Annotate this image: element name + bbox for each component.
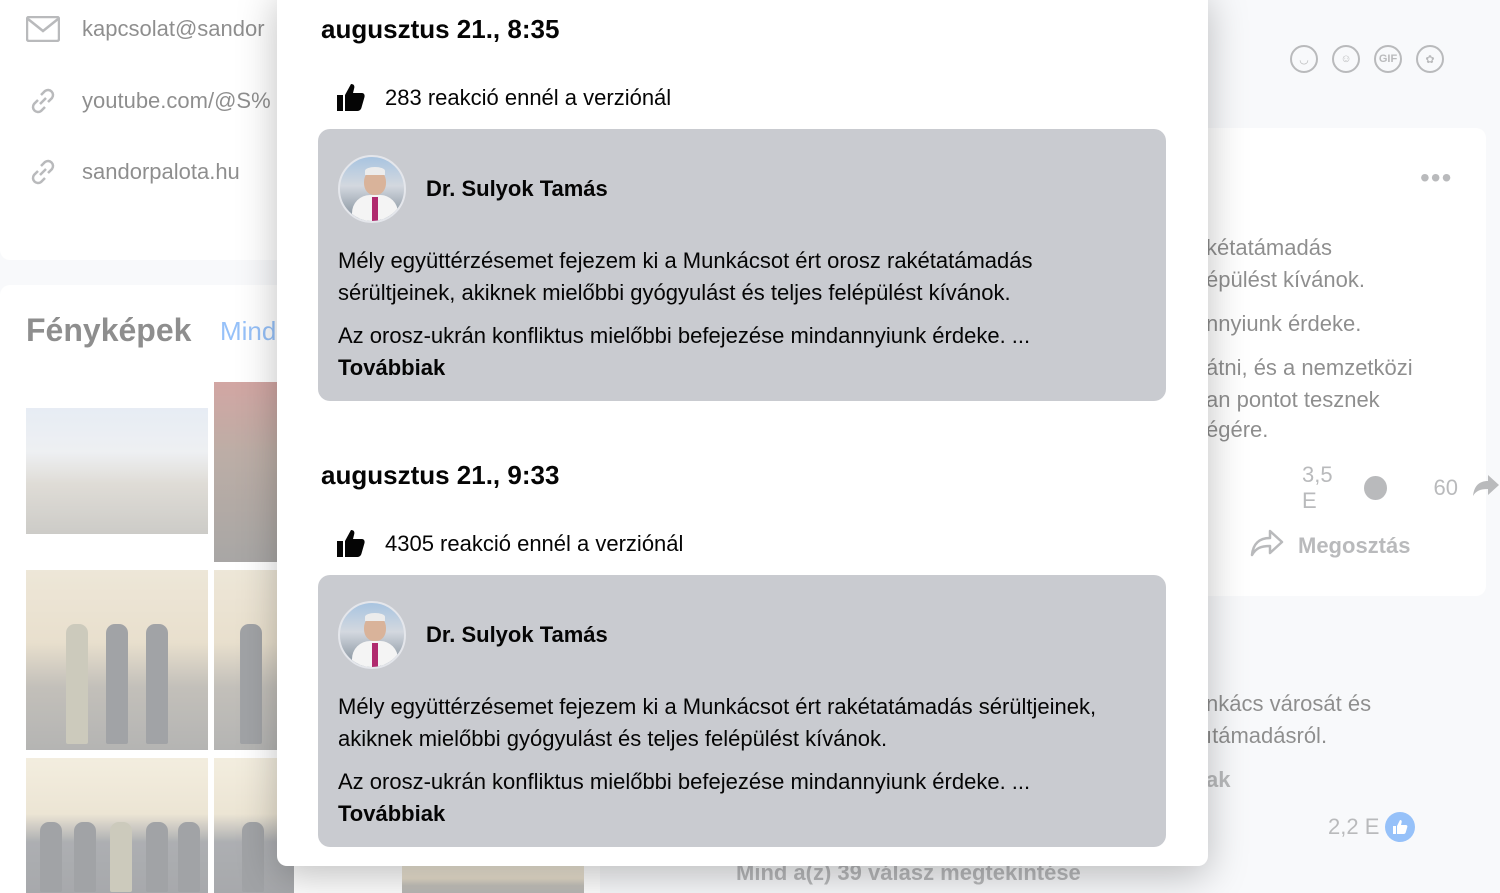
version-reactions (335, 82, 671, 114)
reactions-text: 283 reakció ennél a verziónál (385, 85, 672, 110)
post-paragraph-2 (338, 766, 1106, 830)
edit-history-dialog (277, 0, 1208, 866)
avatar[interactable] (338, 601, 406, 669)
avatar[interactable] (338, 155, 406, 223)
version-reactions (335, 528, 683, 560)
author-name[interactable]: Dr. Sulyok Tamás (426, 176, 608, 201)
author-row (338, 601, 608, 669)
version-post-card (318, 129, 1166, 401)
author-name[interactable]: Dr. Sulyok Tamás (426, 622, 608, 647)
thumbs-up-icon (335, 528, 367, 560)
author-row (338, 155, 608, 223)
see-more-link[interactable]: Továbbiak (338, 801, 446, 826)
see-more-link[interactable]: Továbbiak (338, 355, 446, 380)
post-paragraph: Mély együttérzésemet fejezem ki a Munkácsot ért rakétatámadás sérültjeinek, akiknek mielőbbi gyógyulást és teljes felépülést kívánok. (338, 694, 1097, 751)
post-paragraph-text: Az orosz-ukrán konfliktus mielőbbi befejezése mindannyiunk érdeke. ... (338, 323, 1031, 348)
version-date: augusztus 21., 8:35 (321, 14, 560, 44)
version-date: augusztus 21., 9:33 (321, 460, 560, 490)
reactions-text: 4305 reakció ennél a verziónál (385, 531, 684, 556)
thumbs-up-icon (335, 82, 367, 114)
post-paragraph: Mély együttérzésemet fejezem ki a Munkácsot ért orosz rakétatámadás sérültjeinek, akiknek mielőbbi gyógyulást és teljes felépülést kívánok. (338, 248, 1033, 305)
post-paragraph-2 (338, 320, 1106, 384)
version-post-card (318, 575, 1166, 847)
post-paragraph-text: Az orosz-ukrán konfliktus mielőbbi befejezése mindannyiunk érdeke. ... (338, 769, 1031, 794)
